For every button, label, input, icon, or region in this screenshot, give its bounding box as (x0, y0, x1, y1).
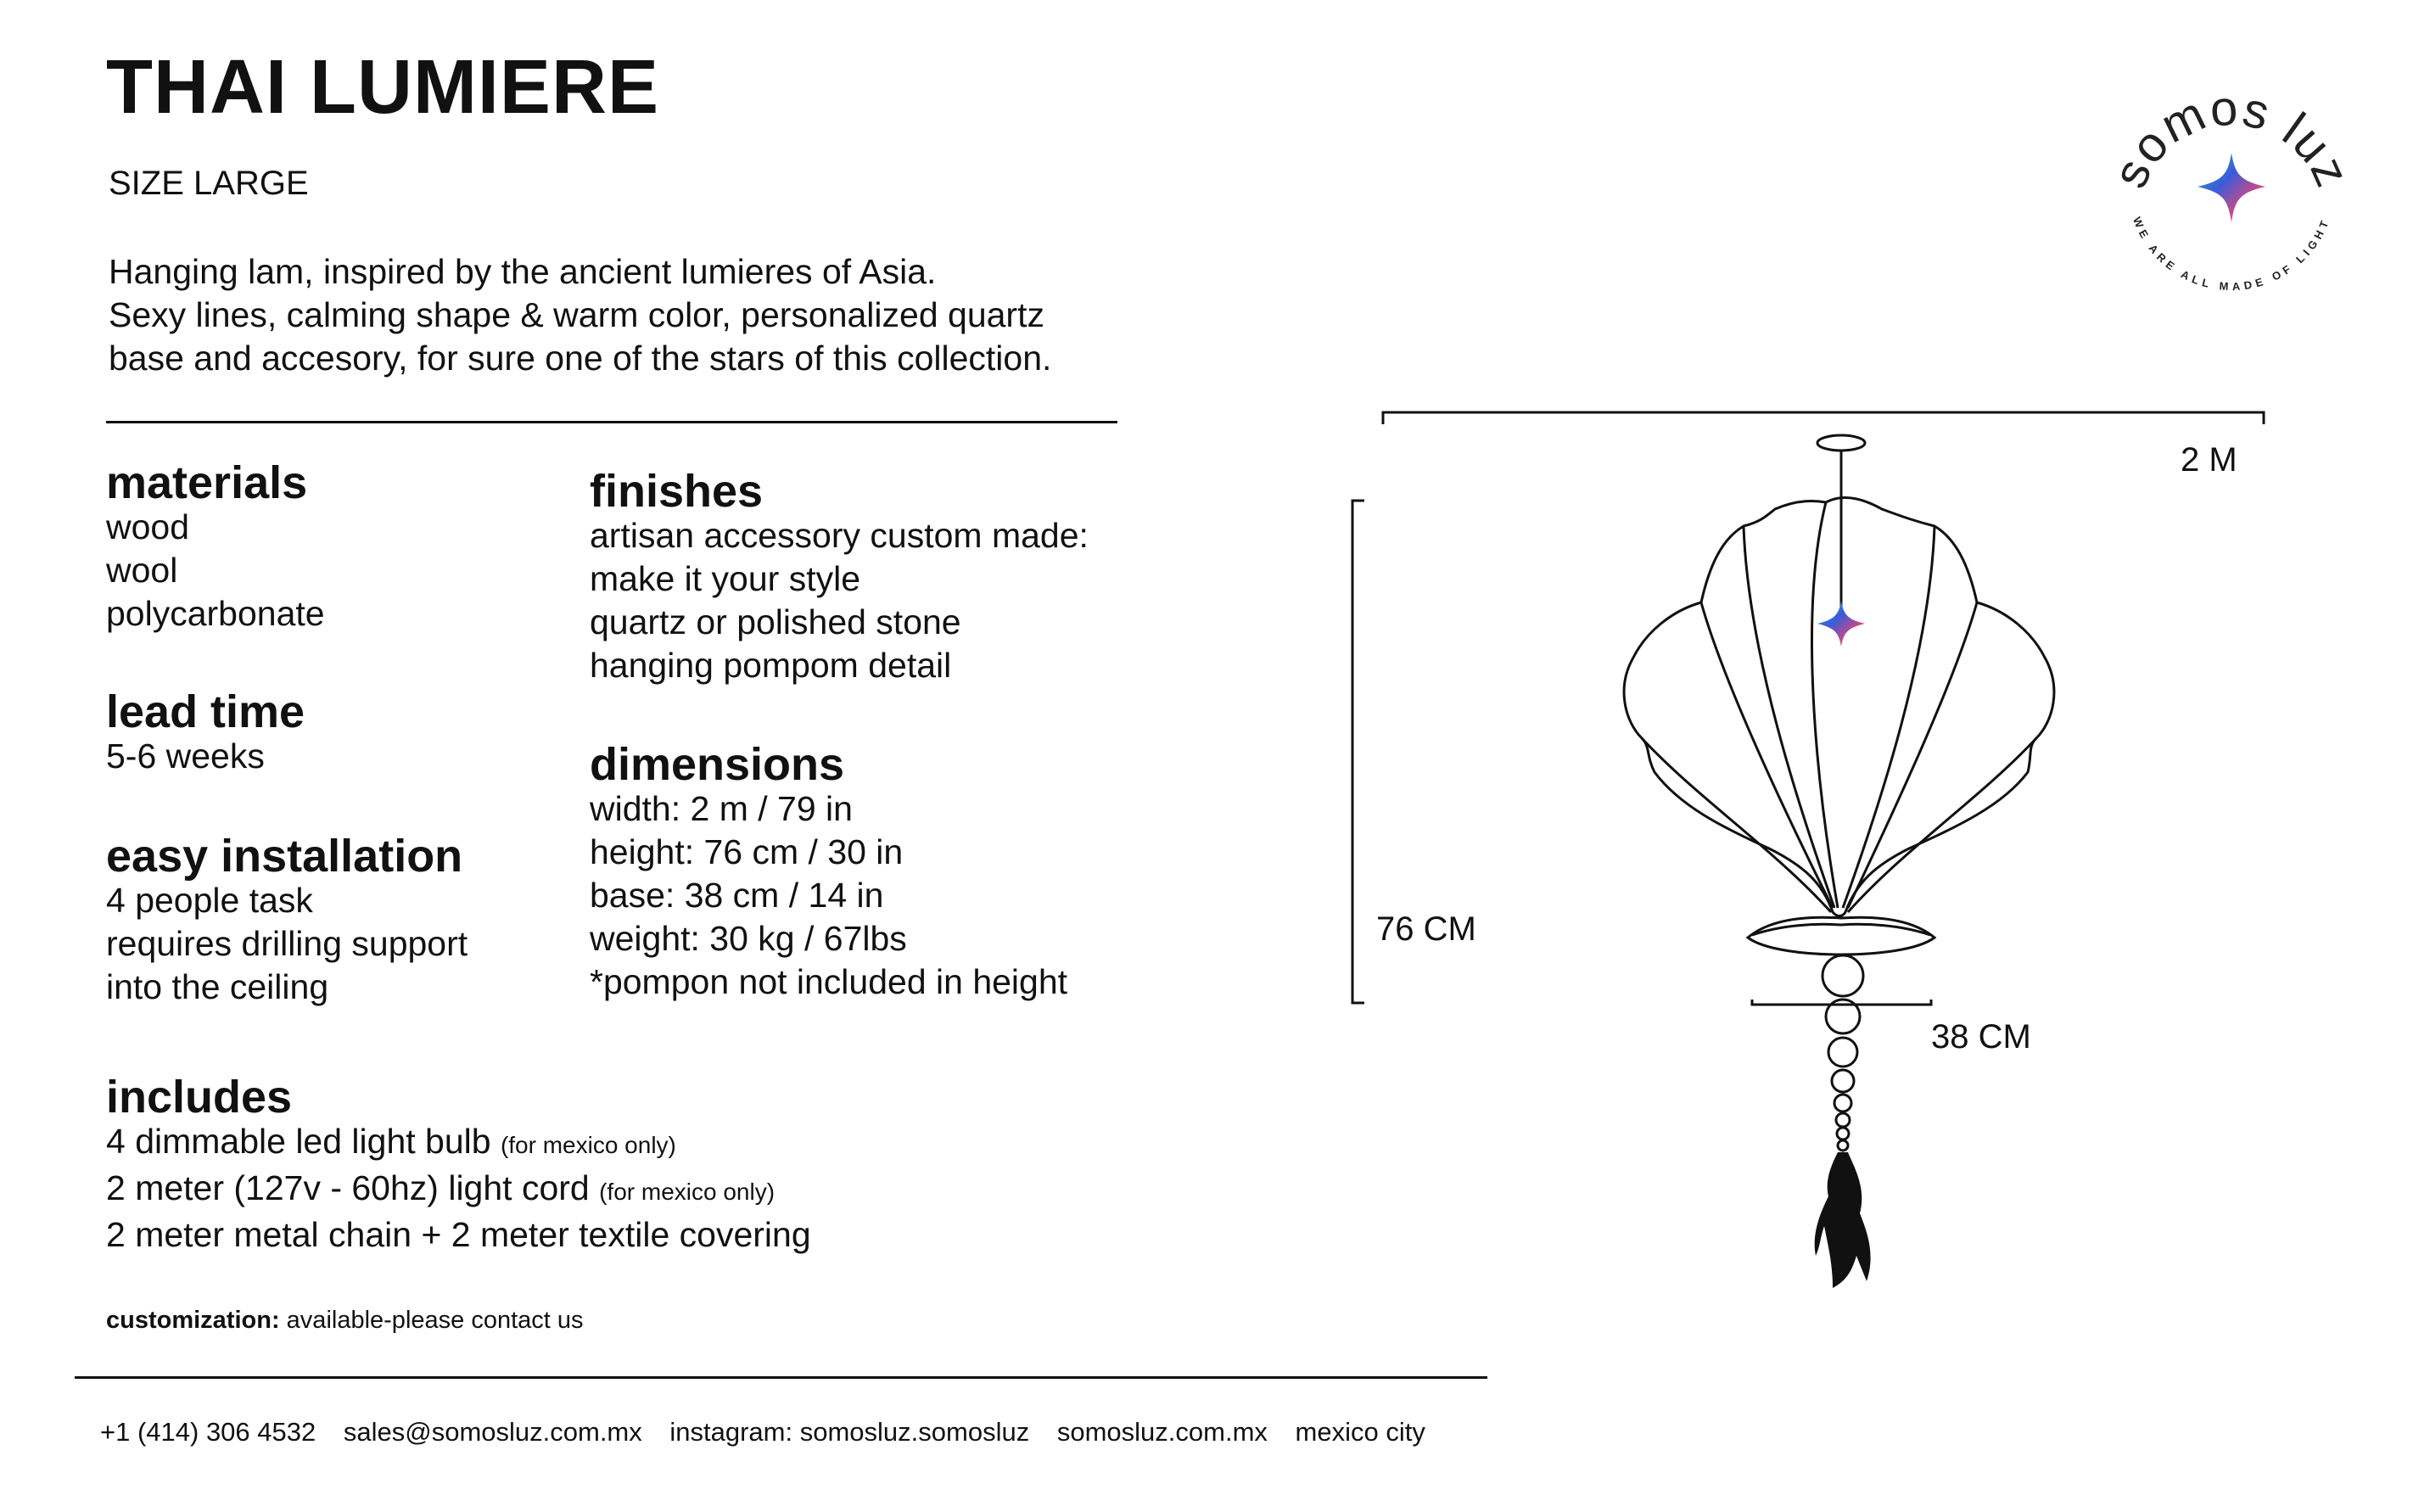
lead-time-list (106, 735, 305, 778)
lead-time-title: lead time (106, 686, 305, 737)
installation-title: easy installation (106, 831, 463, 882)
lamp-shade (1624, 498, 2054, 916)
list-item: *pompon not included in height (590, 962, 1068, 1001)
sparkle-icon (2198, 153, 2265, 222)
dimensions-list (590, 787, 1067, 1004)
list-item: quartz or polished stone (590, 602, 961, 641)
footer-email[interactable]: sales@somosluz.com.mx (343, 1417, 642, 1447)
brand-wordmark: somos luz (2102, 80, 2361, 196)
note: (for mexico only) (599, 1179, 775, 1205)
list-item: wool (106, 551, 178, 590)
note: (for mexico only) (500, 1132, 676, 1158)
top-divider (106, 421, 1117, 423)
customization-text: available-please contact us (279, 1307, 584, 1334)
installation-list (106, 879, 468, 1009)
intro-line: base and accesory, for sure one of the stars of this collection. (109, 339, 1052, 378)
list-item: 2 meter (127v - 60hz) light cord (for mexico only) (106, 1168, 775, 1207)
materials-title: materials (106, 457, 308, 508)
lamp-base-rim (1748, 917, 1934, 955)
lead-time-section (106, 686, 305, 778)
list-item: 2 meter metal chain + 2 meter textile covering (106, 1215, 811, 1254)
list-item: 5-6 weeks (106, 736, 265, 776)
list-item: into the ceiling (106, 967, 329, 1006)
list-item: requires drilling support (106, 924, 468, 963)
list-item: 4 people task (106, 881, 313, 920)
ceiling-canopy (1817, 435, 1865, 451)
intro-line: Hanging lam, inspired by the ancient lumieres of Asia. (109, 252, 937, 291)
list-item: wood (106, 507, 190, 546)
bead (1834, 1095, 1851, 1112)
list-item: height: 76 cm / 30 in (590, 832, 904, 871)
intro-line: Sexy lines, calming shape & warm color, personalized quartz (109, 295, 1044, 334)
customization-note (106, 1307, 584, 1335)
dimensions-title: dimensions (590, 739, 845, 790)
brand-logo (2104, 59, 2359, 314)
footer-phone[interactable]: +1 (414) 306 4532 (100, 1417, 316, 1447)
list-item: width: 2 m / 79 in (590, 789, 853, 828)
height-dimension-line (1352, 501, 1364, 1003)
list-item: weight: 30 kg / 67lbs (590, 919, 907, 958)
base-label: 38 CM (1931, 1018, 2031, 1056)
footer-instagram[interactable]: instagram: somosluz.somosluz (669, 1417, 1030, 1447)
bead (1836, 1113, 1850, 1127)
materials-section (106, 457, 325, 636)
bead (1837, 1128, 1849, 1140)
installation-section (106, 833, 468, 1009)
footer-contacts (100, 1417, 1446, 1448)
list-item: artisan accessory custom made: (590, 516, 1089, 555)
bead (1832, 1070, 1854, 1092)
customization-label: customization: (106, 1307, 280, 1334)
width-label: 2 M (2181, 441, 2237, 479)
lamp-drawing (1324, 399, 2282, 1298)
size-label: SIZE LARGE (109, 165, 309, 202)
sparkle-icon (1817, 601, 1865, 647)
includes-list (106, 1120, 811, 1257)
page-title: THAI LUMIERE (106, 45, 659, 130)
tassel (1815, 1152, 1871, 1288)
list-item: base: 38 cm / 14 in (590, 876, 884, 915)
includes-section (106, 1074, 811, 1257)
list-item: polycarbonate (106, 594, 325, 633)
finishes-title: finishes (590, 466, 764, 517)
footer-website[interactable]: somosluz.com.mx (1056, 1417, 1268, 1447)
finishes-list (590, 514, 1089, 687)
height-label: 76 CM (1376, 910, 1476, 948)
bead (1822, 955, 1863, 996)
footer-city: mexico city (1295, 1417, 1425, 1447)
intro-text (109, 250, 1161, 380)
materials-list (106, 506, 325, 636)
bead (1828, 1038, 1857, 1067)
includes-title: includes (106, 1072, 293, 1123)
list-item: 4 dimmable led light bulb (for mexico only) (106, 1122, 676, 1161)
list-item: hanging pompom detail (590, 646, 952, 685)
bottom-divider (75, 1376, 1487, 1379)
dimensions-section (590, 739, 1068, 1004)
bead (1838, 1140, 1848, 1151)
brand-tagline: WE ARE ALL MADE OF LIGHT (2130, 215, 2332, 294)
list-item: make it your style (590, 559, 860, 598)
finishes-section (590, 468, 1089, 687)
width-dimension-line (1383, 412, 2264, 424)
